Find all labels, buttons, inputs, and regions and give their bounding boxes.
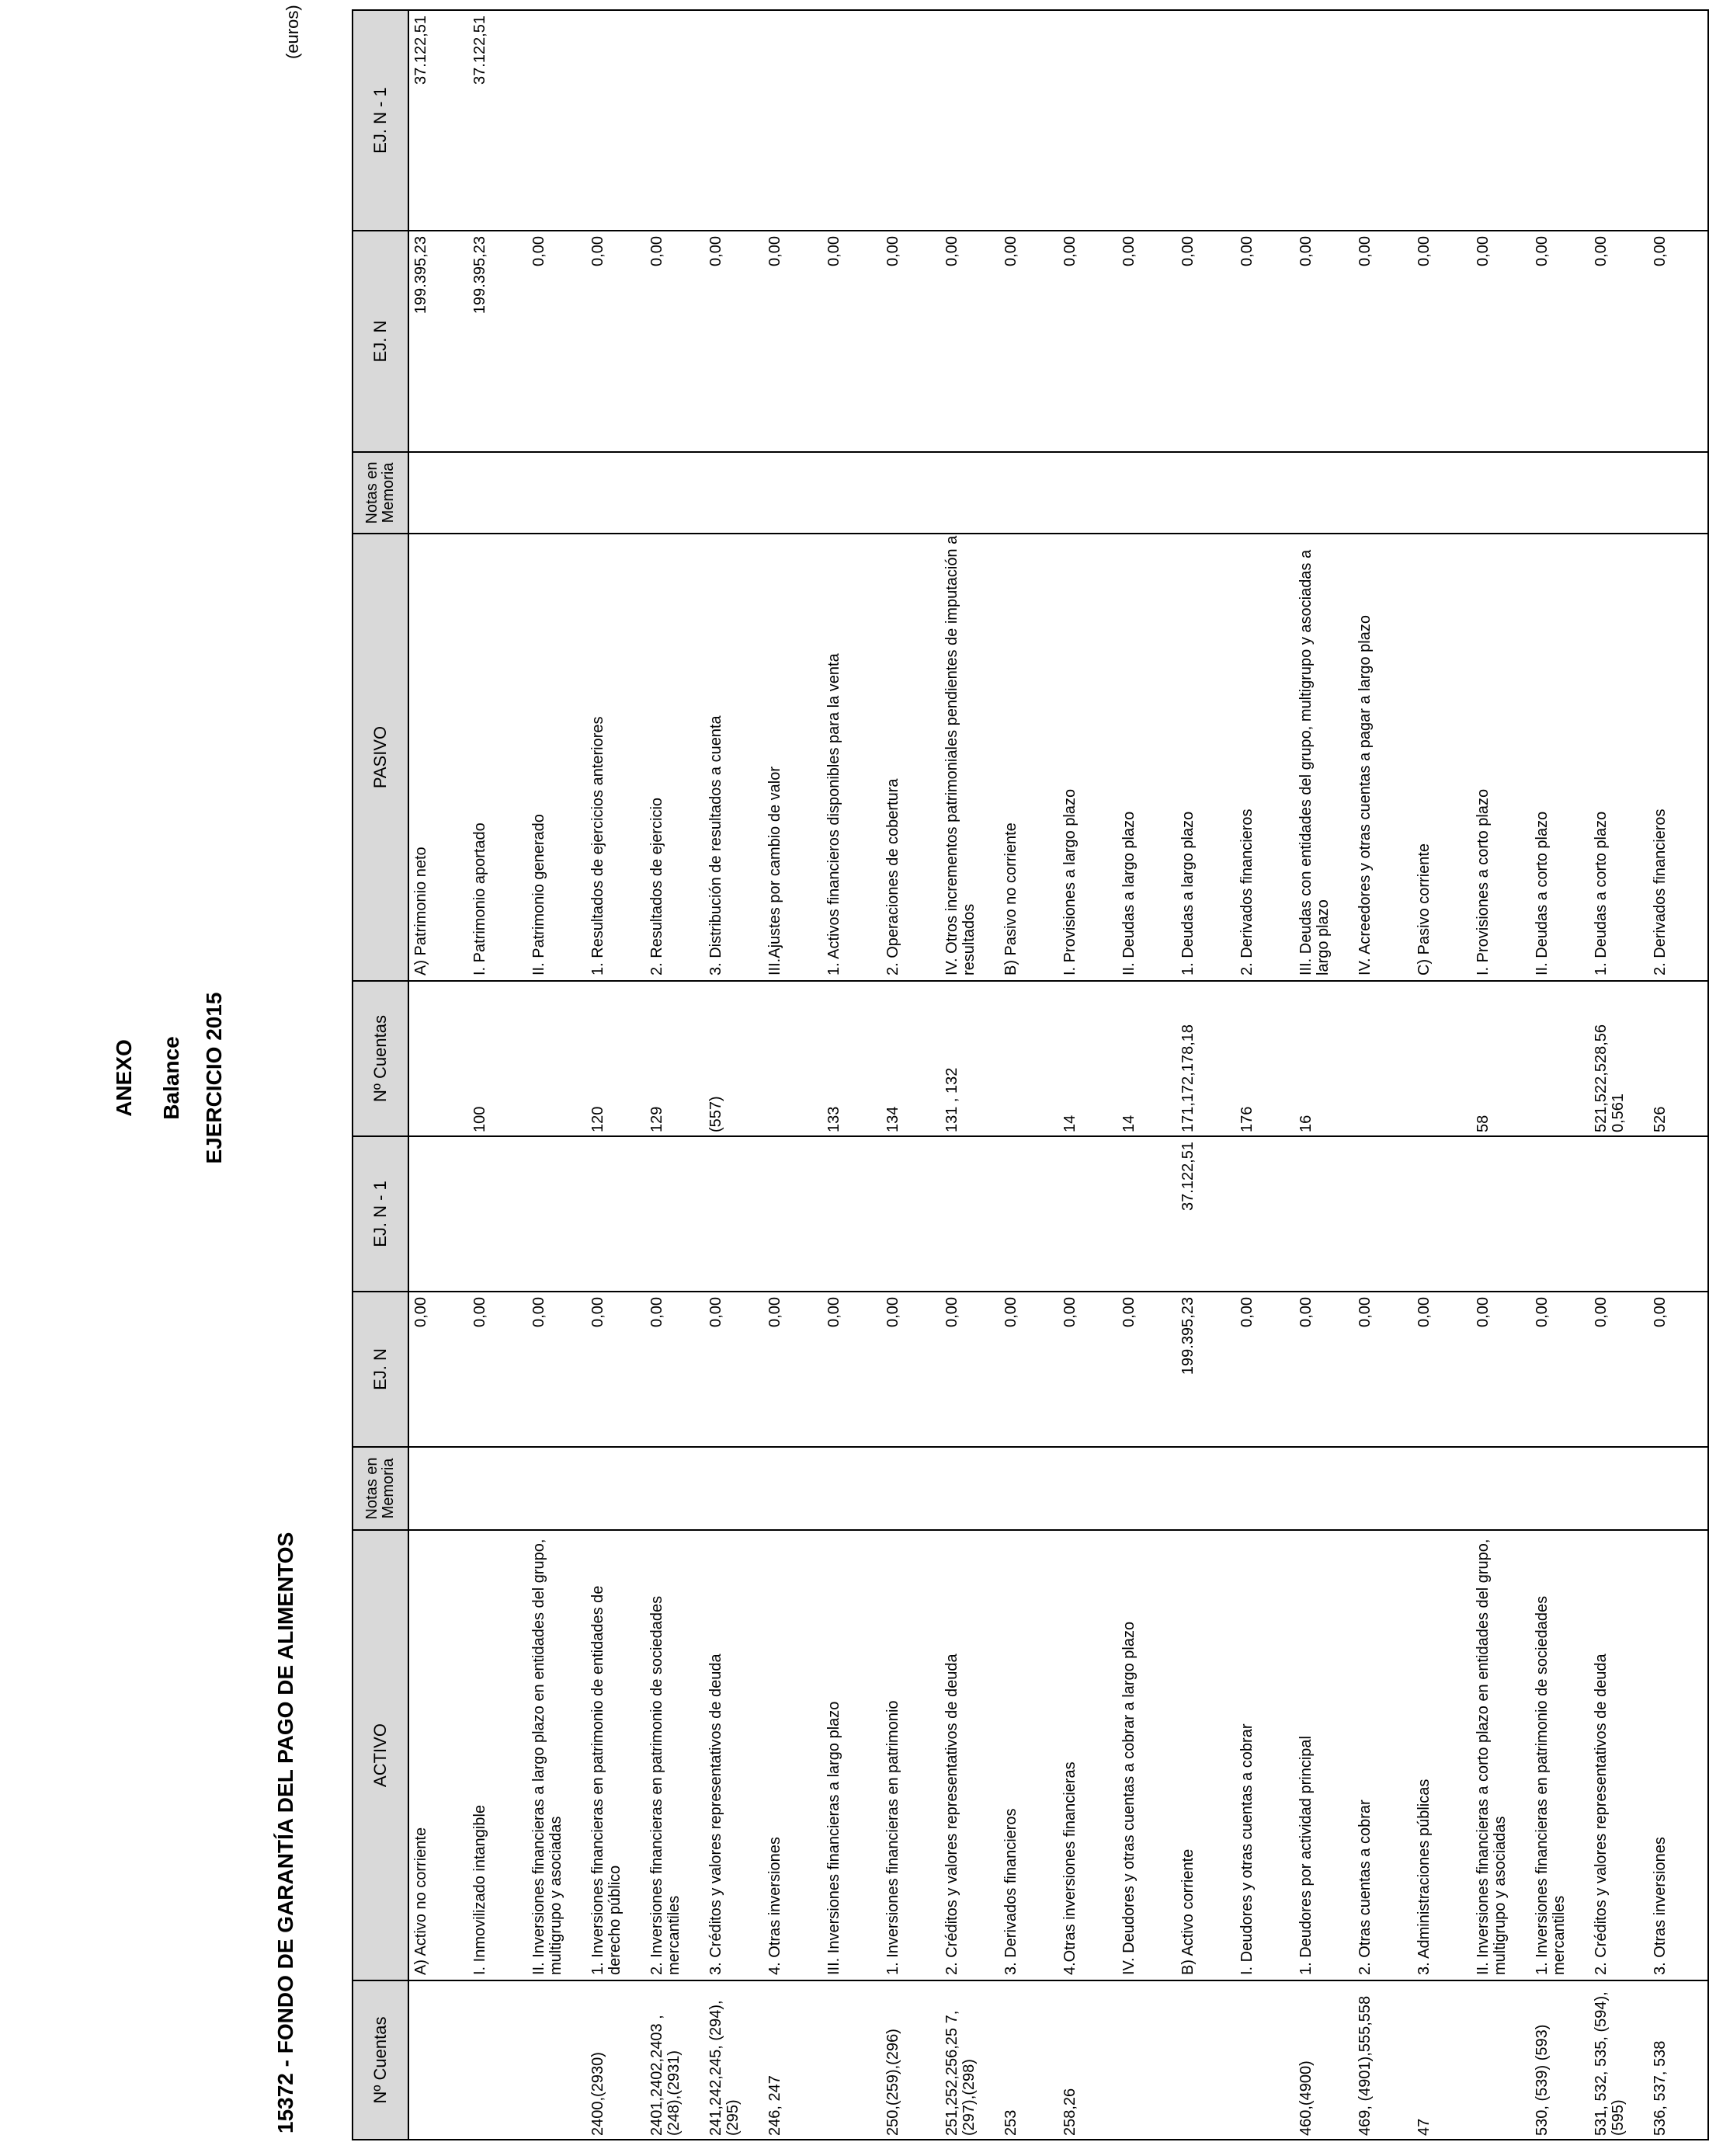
- table-row: [1353, 10, 1412, 2140]
- pasivo-account-cell: [527, 981, 586, 1136]
- activo-ej-n-cell: 0,00: [1117, 1292, 1176, 1447]
- pasivo-ej-n-cell: 0,00: [1294, 231, 1353, 452]
- pasivo-account-cell: [1530, 981, 1589, 1136]
- pasivo-ej-n1-cell: [881, 10, 940, 231]
- pasivo-concept-cell: I. Provisiones a largo plazo: [1058, 534, 1117, 981]
- pasivo-ej-n-cell: 0,00: [704, 231, 763, 452]
- activo-notes-cell: [468, 1447, 527, 1530]
- pasivo-notes-cell: [704, 452, 763, 534]
- pasivo-notes-cell: [822, 452, 881, 534]
- pasivo-concept-cell: 1. Deudas a corto plazo: [1589, 534, 1648, 981]
- pasivo-ej-n-cell: 199.395,23: [408, 231, 468, 452]
- pasivo-ej-n1-cell: [1176, 10, 1235, 231]
- pasivo-ej-n1-cell: [822, 10, 881, 231]
- pasivo-concept-cell: 1. Resultados de ejercicios anteriores: [586, 534, 645, 981]
- pasivo-ej-n-cell: 0,00: [645, 231, 704, 452]
- pasivo-ej-n1-cell: [1294, 10, 1353, 231]
- pasivo-ej-n-cell: 0,00: [763, 231, 822, 452]
- activo-ej-n1-cell: [940, 1136, 999, 1292]
- pasivo-ej-n1-cell: [1235, 10, 1294, 231]
- activo-ej-n-cell: 0,00: [763, 1292, 822, 1447]
- activo-ej-n-cell: 0,00: [822, 1292, 881, 1447]
- activo-account-cell: 258,26: [1058, 1980, 1117, 2140]
- activo-account-cell: 469, (4901),555,558: [1353, 1980, 1412, 2140]
- pasivo-account-cell: 134: [881, 981, 940, 1136]
- pasivo-notes-cell: [999, 452, 1058, 534]
- activo-notes-cell: [822, 1447, 881, 1530]
- pasivo-concept-cell: III. Deudas con entidades del grupo, multigrupo y asociadas a largo plazo: [1294, 534, 1353, 981]
- pasivo-concept-cell: 2. Derivados financieros: [1648, 534, 1708, 981]
- activo-ej-n1-cell: [881, 1136, 940, 1292]
- pasivo-ej-n1-cell: [586, 10, 645, 231]
- col-header-activo-notas: Notas en Memoria: [353, 1447, 408, 1530]
- pasivo-account-cell: [999, 981, 1058, 1136]
- pasivo-notes-cell: [940, 452, 999, 534]
- table-row: [1412, 10, 1471, 2140]
- activo-ej-n-cell: 0,00: [468, 1292, 527, 1447]
- activo-notes-cell: [645, 1447, 704, 1530]
- activo-notes-cell: [1235, 1447, 1294, 1530]
- pasivo-notes-cell: [1648, 452, 1708, 534]
- activo-concept-cell: 4. Otras inversiones: [763, 1530, 822, 1980]
- pasivo-notes-cell: [1117, 452, 1176, 534]
- pasivo-concept-cell: II. Deudas a largo plazo: [1117, 534, 1176, 981]
- activo-ej-n1-cell: [645, 1136, 704, 1292]
- activo-ej-n-cell: 0,00: [1471, 1292, 1530, 1447]
- activo-account-cell: 2401,2402,2403 ,(248),(2931): [645, 1980, 704, 2140]
- activo-ej-n-cell: 0,00: [586, 1292, 645, 1447]
- activo-notes-cell: [527, 1447, 586, 1530]
- table-row: [468, 10, 527, 2140]
- pasivo-ej-n1-cell: [1117, 10, 1176, 231]
- activo-concept-cell: 4.Otras inversiones financieras: [1058, 1530, 1117, 1980]
- col-header-activo-ejn1: EJ. N - 1: [353, 1136, 408, 1292]
- pasivo-concept-cell: 1. Deudas a largo plazo: [1176, 534, 1235, 981]
- activo-ej-n-cell: 0,00: [1294, 1292, 1353, 1447]
- table-row: [645, 10, 704, 2140]
- table-header-row: [353, 10, 408, 2140]
- activo-ej-n1-cell: [1235, 1136, 1294, 1292]
- activo-notes-cell: [1176, 1447, 1235, 1530]
- activo-notes-cell: [1294, 1447, 1353, 1530]
- table-row: [586, 10, 645, 2140]
- pasivo-ej-n-cell: 0,00: [881, 231, 940, 452]
- activo-ej-n-cell: 0,00: [1412, 1292, 1471, 1447]
- activo-concept-cell: A) Activo no corriente: [408, 1530, 468, 1980]
- pasivo-notes-cell: [881, 452, 940, 534]
- pasivo-concept-cell: B) Pasivo no corriente: [999, 534, 1058, 981]
- table-row: [408, 10, 468, 2140]
- activo-account-cell: 253: [999, 1980, 1058, 2140]
- pasivo-notes-cell: [408, 452, 468, 534]
- activo-concept-cell: 3. Administraciones públicas: [1412, 1530, 1471, 1980]
- pasivo-account-cell: 171,172,178,18: [1176, 981, 1235, 1136]
- pasivo-ej-n1-cell: [999, 10, 1058, 231]
- activo-ej-n1-cell: [1058, 1136, 1117, 1292]
- activo-concept-cell: 2. Inversiones financieras en patrimonio de sociedades mercantiles: [645, 1530, 704, 1980]
- activo-ej-n1-cell: [999, 1136, 1058, 1292]
- pasivo-account-cell: 120: [586, 981, 645, 1136]
- activo-ej-n-cell: 0,00: [1648, 1292, 1708, 1447]
- pasivo-concept-cell: I. Patrimonio aportado: [468, 534, 527, 981]
- col-header-pasivo-notas: Notas en Memoria: [353, 452, 408, 534]
- table-row: [999, 10, 1058, 2140]
- activo-ej-n-cell: 0,00: [1235, 1292, 1294, 1447]
- pasivo-account-cell: [1412, 981, 1471, 1136]
- col-header-pasivo-cuentas: Nº Cuentas: [353, 981, 408, 1136]
- pasivo-ej-n-cell: 0,00: [940, 231, 999, 452]
- pasivo-concept-cell: C) Pasivo corriente: [1412, 534, 1471, 981]
- pasivo-account-cell: [1353, 981, 1412, 1136]
- activo-ej-n1-cell: [704, 1136, 763, 1292]
- activo-ej-n1-cell: 37.122,51: [1176, 1136, 1235, 1292]
- pasivo-ej-n1-cell: [1589, 10, 1648, 231]
- pasivo-notes-cell: [1058, 452, 1117, 534]
- activo-concept-cell: II. Inversiones financieras a largo plazo en entidades del grupo, multigrupo y asociadas: [527, 1530, 586, 1980]
- pasivo-notes-cell: [1530, 452, 1589, 534]
- activo-account-cell: 536, 537, 538: [1648, 1980, 1708, 2140]
- pasivo-ej-n-cell: 0,00: [527, 231, 586, 452]
- activo-ej-n-cell: 0,00: [999, 1292, 1058, 1447]
- table-row: [940, 10, 999, 2140]
- pasivo-concept-cell: I. Provisiones a corto plazo: [1471, 534, 1530, 981]
- activo-notes-cell: [1058, 1447, 1117, 1530]
- currency-units: (euros): [283, 5, 302, 59]
- activo-ej-n-cell: 0,00: [527, 1292, 586, 1447]
- activo-ej-n1-cell: [1530, 1136, 1589, 1292]
- activo-concept-cell: 1. Inversiones financieras en patrimonio de entidades de derecho público: [586, 1530, 645, 1980]
- activo-notes-cell: [940, 1447, 999, 1530]
- activo-ej-n1-cell: [1294, 1136, 1353, 1292]
- activo-concept-cell: IV. Deudores y otras cuentas a cobrar a largo plazo: [1117, 1530, 1176, 1980]
- activo-account-cell: [1176, 1980, 1235, 2140]
- activo-account-cell: 530, (539) (593): [1530, 1980, 1589, 2140]
- pasivo-concept-cell: 1. Activos financieros disponibles para la venta: [822, 534, 881, 981]
- activo-ej-n1-cell: [586, 1136, 645, 1292]
- pasivo-ej-n-cell: 0,00: [1176, 231, 1235, 452]
- activo-notes-cell: [881, 1447, 940, 1530]
- balance-title: Balance: [159, 1036, 183, 1120]
- table-row: [1117, 10, 1176, 2140]
- activo-account-cell: [408, 1980, 468, 2140]
- pasivo-concept-cell: III.Ajustes por cambio de valor: [763, 534, 822, 981]
- pasivo-ej-n1-cell: [704, 10, 763, 231]
- pasivo-account-cell: 521,522,528,56 0,561: [1589, 981, 1648, 1136]
- pasivo-ej-n-cell: 0,00: [1353, 231, 1412, 452]
- pasivo-notes-cell: [1353, 452, 1412, 534]
- pasivo-notes-cell: [763, 452, 822, 534]
- activo-notes-cell: [999, 1447, 1058, 1530]
- activo-ej-n1-cell: [763, 1136, 822, 1292]
- pasivo-account-cell: 14: [1058, 981, 1117, 1136]
- pasivo-ej-n-cell: 0,00: [1058, 231, 1117, 452]
- pasivo-ej-n1-cell: [1471, 10, 1530, 231]
- table-row: [1294, 10, 1353, 2140]
- pasivo-ej-n1-cell: [1058, 10, 1117, 231]
- pasivo-ej-n-cell: 199.395,23: [468, 231, 527, 452]
- activo-ej-n-cell: 0,00: [1589, 1292, 1648, 1447]
- pasivo-notes-cell: [1412, 452, 1471, 534]
- activo-notes-cell: [1471, 1447, 1530, 1530]
- activo-ej-n-cell: 0,00: [881, 1292, 940, 1447]
- activo-account-cell: 241,242,245, (294),(295): [704, 1980, 763, 2140]
- pasivo-account-cell: 133: [822, 981, 881, 1136]
- pasivo-account-cell: 131 , 132: [940, 981, 999, 1136]
- pasivo-concept-cell: A) Patrimonio neto: [408, 534, 468, 981]
- col-header-activo-cuentas: Nº Cuentas: [353, 1980, 408, 2140]
- activo-notes-cell: [763, 1447, 822, 1530]
- col-header-pasivo: PASIVO: [353, 534, 408, 981]
- pasivo-ej-n1-cell: [1412, 10, 1471, 231]
- pasivo-concept-cell: II. Patrimonio generado: [527, 534, 586, 981]
- activo-concept-cell: B) Activo corriente: [1176, 1530, 1235, 1980]
- pasivo-account-cell: [408, 981, 468, 1136]
- pasivo-notes-cell: [586, 452, 645, 534]
- pasivo-ej-n1-cell: [763, 10, 822, 231]
- activo-notes-cell: [1353, 1447, 1412, 1530]
- pasivo-account-cell: 58: [1471, 981, 1530, 1136]
- pasivo-notes-cell: [1235, 452, 1294, 534]
- annex-title: ANEXO: [112, 1039, 136, 1117]
- pasivo-account-cell: 176: [1235, 981, 1294, 1136]
- activo-ej-n-cell: 0,00: [940, 1292, 999, 1447]
- activo-concept-cell: 2. Otras cuentas a cobrar: [1353, 1530, 1412, 1980]
- activo-ej-n-cell: 0,00: [645, 1292, 704, 1447]
- activo-notes-cell: [1648, 1447, 1708, 1530]
- pasivo-ej-n-cell: 0,00: [1412, 231, 1471, 452]
- col-header-pasivo-ejn1: EJ. N - 1: [353, 10, 408, 231]
- activo-notes-cell: [1589, 1447, 1648, 1530]
- table-row: [1471, 10, 1530, 2140]
- pasivo-account-cell: (557): [704, 981, 763, 1136]
- activo-ej-n1-cell: [408, 1136, 468, 1292]
- table-row: [1530, 10, 1589, 2140]
- table-row: [1058, 10, 1117, 2140]
- activo-account-cell: 250,(259),(296): [881, 1980, 940, 2140]
- pasivo-ej-n-cell: 0,00: [999, 231, 1058, 452]
- pasivo-ej-n-cell: 0,00: [822, 231, 881, 452]
- activo-concept-cell: 1. Deudores por actividad principal: [1294, 1530, 1353, 1980]
- activo-account-cell: 47: [1412, 1980, 1471, 2140]
- pasivo-ej-n1-cell: 37.122,51: [408, 10, 468, 231]
- pasivo-ej-n1-cell: [645, 10, 704, 231]
- table-row: [1589, 10, 1648, 2140]
- activo-account-cell: [1117, 1980, 1176, 2140]
- pasivo-ej-n-cell: 0,00: [1530, 231, 1589, 452]
- pasivo-ej-n1-cell: [940, 10, 999, 231]
- table-row: [1176, 10, 1235, 2140]
- pasivo-concept-cell: IV. Acreedores y otras cuentas a pagar a largo plazo: [1353, 534, 1412, 981]
- activo-account-cell: 251,252,256,25 7,(297),(298): [940, 1980, 999, 2140]
- activo-ej-n1-cell: [1648, 1136, 1708, 1292]
- activo-account-cell: 246, 247: [763, 1980, 822, 2140]
- activo-notes-cell: [704, 1447, 763, 1530]
- pasivo-ej-n1-cell: [1530, 10, 1589, 231]
- pasivo-concept-cell: II. Deudas a corto plazo: [1530, 534, 1589, 981]
- pasivo-notes-cell: [527, 452, 586, 534]
- pasivo-account-cell: 129: [645, 981, 704, 1136]
- pasivo-account-cell: 14: [1117, 981, 1176, 1136]
- table-row: [881, 10, 940, 2140]
- activo-concept-cell: 2. Créditos y valores representativos de deuda: [940, 1530, 999, 1980]
- activo-concept-cell: 1. Inversiones financieras en patrimonio de sociedades mercantiles: [1530, 1530, 1589, 1980]
- table-row: [1235, 10, 1294, 2140]
- pasivo-ej-n1-cell: [1648, 10, 1708, 231]
- activo-account-cell: [527, 1980, 586, 2140]
- activo-notes-cell: [586, 1447, 645, 1530]
- pasivo-notes-cell: [1471, 452, 1530, 534]
- activo-concept-cell: 2. Créditos y valores representativos de deuda: [1589, 1530, 1648, 1980]
- pasivo-ej-n1-cell: 37.122,51: [468, 10, 527, 231]
- activo-account-cell: [822, 1980, 881, 2140]
- pasivo-ej-n-cell: 0,00: [1117, 231, 1176, 452]
- col-header-activo: ACTIVO: [353, 1530, 408, 1980]
- table-row: [527, 10, 586, 2140]
- pasivo-concept-cell: IV. Otros incrementos patrimoniales pendientes de imputación a resultados: [940, 534, 999, 981]
- activo-account-cell: 460,(4900): [1294, 1980, 1353, 2140]
- activo-ej-n1-cell: [468, 1136, 527, 1292]
- pasivo-notes-cell: [1589, 452, 1648, 534]
- activo-concept-cell: 3. Derivados financieros: [999, 1530, 1058, 1980]
- pasivo-ej-n1-cell: [527, 10, 586, 231]
- table-row: [1648, 10, 1708, 2140]
- activo-ej-n-cell: 0,00: [1530, 1292, 1589, 1447]
- activo-notes-cell: [1412, 1447, 1471, 1530]
- pasivo-concept-cell: 2. Resultados de ejercicio: [645, 534, 704, 981]
- pasivo-account-cell: 526: [1648, 981, 1708, 1136]
- activo-account-cell: 531, 532, 535, (594), (595): [1589, 1980, 1648, 2140]
- activo-concept-cell: III. Inversiones financieras a largo plazo: [822, 1530, 881, 1980]
- activo-ej-n1-cell: [1471, 1136, 1530, 1292]
- activo-concept-cell: I. Inmovilizado intangible: [468, 1530, 527, 1980]
- pasivo-account-cell: 16: [1294, 981, 1353, 1136]
- activo-account-cell: [1235, 1980, 1294, 2140]
- pasivo-concept-cell: 3. Distribución de resultados a cuenta: [704, 534, 763, 981]
- activo-concept-cell: 1. Inversiones financieras en patrimonio: [881, 1530, 940, 1980]
- pasivo-ej-n-cell: 0,00: [1589, 231, 1648, 452]
- activo-concept-cell: II. Inversiones financieras a corto plazo en entidades del grupo, multigrupo y asociadas: [1471, 1530, 1530, 1980]
- pasivo-notes-cell: [1176, 452, 1235, 534]
- activo-ej-n1-cell: [1353, 1136, 1412, 1292]
- fiscal-year-title: EJERCICIO 2015: [202, 992, 226, 1164]
- pasivo-notes-cell: [645, 452, 704, 534]
- pasivo-ej-n-cell: 0,00: [1235, 231, 1294, 452]
- activo-notes-cell: [1530, 1447, 1589, 1530]
- balance-table: [352, 9, 1709, 2140]
- pasivo-notes-cell: [1294, 452, 1353, 534]
- activo-notes-cell: [408, 1447, 468, 1530]
- activo-ej-n-cell: 0,00: [1058, 1292, 1117, 1447]
- pasivo-account-cell: 100: [468, 981, 527, 1136]
- activo-ej-n1-cell: [1412, 1136, 1471, 1292]
- activo-ej-n-cell: 0,00: [704, 1292, 763, 1447]
- pasivo-account-cell: [763, 981, 822, 1136]
- pasivo-ej-n-cell: 0,00: [1648, 231, 1708, 452]
- activo-ej-n1-cell: [1589, 1136, 1648, 1292]
- activo-ej-n1-cell: [527, 1136, 586, 1292]
- table-row: [704, 10, 763, 2140]
- activo-account-cell: [1471, 1980, 1530, 2140]
- pasivo-ej-n-cell: 0,00: [1471, 231, 1530, 452]
- table-row: [763, 10, 822, 2140]
- activo-ej-n-cell: 0,00: [1353, 1292, 1412, 1447]
- activo-notes-cell: [1117, 1447, 1176, 1530]
- pasivo-concept-cell: 2. Operaciones de cobertura: [881, 534, 940, 981]
- activo-account-cell: [468, 1980, 527, 2140]
- pasivo-concept-cell: 2. Derivados financieros: [1235, 534, 1294, 981]
- activo-concept-cell: 3. Créditos y valores representativos de deuda: [704, 1530, 763, 1980]
- activo-account-cell: 2400,(2930): [586, 1980, 645, 2140]
- col-header-activo-ejn: EJ. N: [353, 1292, 408, 1447]
- entity-title: 15372 - FONDO DE GARANTÍA DEL PAGO DE ALIMENTOS: [273, 1532, 297, 2133]
- activo-ej-n-cell: 199.395,23: [1176, 1292, 1235, 1447]
- table-row: [822, 10, 881, 2140]
- activo-concept-cell: I. Deudores y otras cuentas a cobrar: [1235, 1530, 1294, 1980]
- pasivo-notes-cell: [468, 452, 527, 534]
- col-header-pasivo-ejn: EJ. N: [353, 231, 408, 452]
- pasivo-ej-n-cell: 0,00: [586, 231, 645, 452]
- activo-concept-cell: 3. Otras inversiones: [1648, 1530, 1708, 1980]
- activo-ej-n1-cell: [1117, 1136, 1176, 1292]
- activo-ej-n-cell: 0,00: [408, 1292, 468, 1447]
- activo-ej-n1-cell: [822, 1136, 881, 1292]
- pasivo-ej-n1-cell: [1353, 10, 1412, 231]
